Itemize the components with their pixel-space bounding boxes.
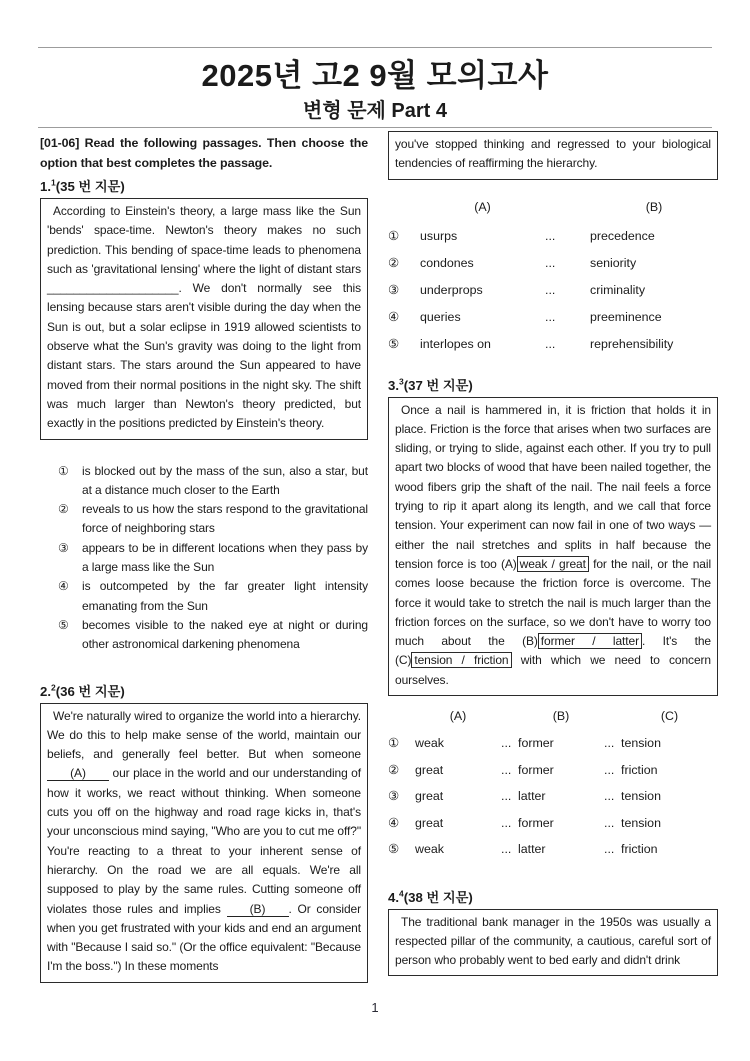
- choice-c: tension: [621, 789, 661, 804]
- choice-number: ②: [388, 255, 400, 270]
- fill-in-blank: (B): [227, 902, 289, 917]
- choice-a: weak: [415, 842, 444, 857]
- choice-row: [388, 810, 718, 837]
- choice-b: preeminence: [590, 309, 662, 324]
- question-2-choice-table: [388, 200, 718, 358]
- answer-option: [40, 500, 368, 539]
- question-4-heading: [388, 887, 718, 906]
- choice-number: ③: [388, 789, 400, 804]
- question-1-options: [40, 462, 368, 655]
- column-b-label: (B): [552, 709, 570, 724]
- choice-number: ①: [388, 736, 400, 751]
- question-3-choice-table: [388, 709, 718, 863]
- question-3-source-label: (37 번 지문): [403, 377, 473, 393]
- choice-b: criminality: [590, 282, 646, 297]
- choice-table-header: [388, 709, 718, 723]
- choice-number: ⑤: [388, 842, 400, 857]
- page-number: 1: [371, 1000, 379, 1015]
- question-2-footnote: 2: [51, 682, 56, 693]
- question-3-footnote: 3: [399, 376, 404, 387]
- choice-c: tension: [621, 736, 661, 751]
- option-text: reveals to us how the stars respond to the gravitational force of neighboring stars: [82, 502, 368, 536]
- column-b-label: (B): [645, 199, 663, 214]
- choice-a: usurps: [420, 228, 458, 243]
- option-text: becomes visible to the naked eye at night or during other astronomical darkening phenomena: [82, 617, 368, 652]
- question-2-source-label: (36 번 지문): [55, 683, 125, 699]
- answer-option: [40, 539, 368, 578]
- choice-a: weak: [415, 736, 444, 751]
- passage-text: Once a nail is hammered in, it is friction that holds it in place. Friction is the force that arises when two surfaces are sliding, or trying to slide, against each other. If you try to pull apart two blocks of wood that have been nailed together, the wood fibers grip the shaft of the nail. The nail feels a force trying to rip it apart along its length, and we call that force tension. Your experiment can now fail in one of two ways — either the nail stretches and splits in half because the tension force is too (A): [395, 402, 711, 571]
- passage-text: . It's the (C): [395, 634, 711, 668]
- choice-c: friction: [621, 762, 658, 777]
- choice-b: former: [518, 762, 554, 777]
- answer-option: [40, 462, 368, 501]
- choice-separator: ...: [501, 736, 512, 751]
- choice-row: [388, 730, 718, 757]
- choice-pair-box: weak / great: [517, 556, 589, 572]
- option-text: is blocked out by the mass of the sun, also a star, but at a distance much closer to the Earth: [82, 463, 368, 497]
- question-2-passage-continuation-box: you've stopped thinking and regressed to your biological tendencies of reaffirming the hierarchy.: [388, 131, 718, 180]
- answer-option: [40, 616, 368, 655]
- choice-a: great: [415, 789, 444, 804]
- choice-table-header: [388, 200, 718, 214]
- choice-row: [388, 757, 718, 784]
- choice-separator: ...: [545, 255, 556, 270]
- answer-option: [40, 577, 368, 616]
- question-4-number: 4.: [388, 889, 399, 905]
- choice-row: [388, 223, 718, 250]
- choice-b: reprehensibility: [590, 336, 674, 351]
- choice-b: seniority: [590, 255, 637, 270]
- choice-number: ①: [388, 228, 400, 243]
- choice-b: former: [518, 815, 554, 830]
- section-instructions: [01-06] Read the following passages. Then choose the option that best completes the passage.: [40, 136, 368, 170]
- choice-row: [388, 331, 718, 358]
- question-1-source-label: (35 번 지문): [55, 179, 125, 194]
- choice-b: former: [518, 736, 554, 751]
- choice-separator: ...: [501, 762, 512, 777]
- choice-separator: ...: [604, 762, 615, 777]
- choice-separator: ...: [501, 789, 512, 804]
- option-number: ②: [58, 502, 69, 517]
- choice-row: [388, 277, 718, 304]
- choice-number: ④: [388, 309, 400, 324]
- passage-text: The traditional bank manager in the 1950s was usually a respected pillar of the community, a cautious, careful sort of person who probably went to bed early and didn't drink: [395, 914, 711, 968]
- header-bottom-rule: [38, 127, 712, 128]
- page-subtitle: 변형 문제 Part 4: [303, 100, 447, 122]
- choice-a: underprops: [420, 282, 483, 297]
- choice-b: precedence: [590, 228, 655, 243]
- option-number: ⑤: [58, 617, 69, 632]
- choice-a: condones: [420, 255, 474, 270]
- question-3-passage-box: [388, 397, 718, 696]
- choice-separator: ...: [545, 228, 556, 243]
- fill-in-blank: (A): [47, 766, 109, 781]
- choice-pair-box: former / latter: [538, 633, 642, 649]
- question-4-footnote: 4: [399, 888, 404, 899]
- choice-c: friction: [621, 842, 658, 857]
- question-3-number: 3.: [388, 377, 399, 393]
- choice-number: ②: [388, 762, 400, 777]
- question-1-footnote: 1: [51, 177, 56, 188]
- passage-text: . Or consider when you get frustrated with your kids and end an argument with "Because I said so." (Or the office equivalent: "Because I'm the boss.") In these moments: [47, 901, 361, 974]
- choice-pair-box: tension / friction: [411, 652, 511, 668]
- question-2-passage-box: [40, 703, 368, 983]
- choice-a: great: [415, 815, 444, 830]
- question-1-passage-box: [40, 198, 368, 440]
- passage-text: According to Einstein's theory, a large mass like the Sun 'bends' space-time. Newton's theory makes no such prediction. This bending of space-time leads to phenomena such as 'gravitational lensing' where the light of distant stars ____________________. We don't normally see this lensing because stars aren't visible during the day when the Sun is out, but a solar eclipse in 1919 allowed scientists to observe what the Sun's gravity was doing to the light from distant stars. The stars around the Sun appeared to have moved from their normal positions in the night sky. The shift was much larger than Newton's theory predicted, but exactly in the positions predicted by Einstein's theory.: [47, 204, 361, 431]
- choice-row: [388, 783, 718, 810]
- column-c-label: (C): [660, 709, 679, 724]
- passage-text: We're naturally wired to organize the world into a hierarchy. We do this to help make sense of the world, maintain our beliefs, and generally feel better. But when someone: [47, 708, 361, 762]
- question-3-heading: [388, 375, 718, 394]
- choice-separator: ...: [604, 736, 615, 751]
- choice-c: tension: [621, 815, 661, 830]
- passage-text: for the nail, or the nail comes loose because the friction force is overcome. The force it would take to stretch the nail is much larger than the friction forces on the surface, so we don't have to worry too much about the (B): [395, 556, 712, 649]
- header-top-rule: [38, 47, 712, 48]
- choice-a: great: [415, 762, 444, 777]
- choice-separator: ...: [545, 336, 556, 351]
- option-text: appears to be in different locations when they pass by a large mass like the Sun: [82, 540, 368, 575]
- option-number: ①: [58, 463, 69, 478]
- question-4-source-label: (38 번 지문): [403, 889, 473, 905]
- choice-b: latter: [518, 789, 546, 804]
- choice-number: ③: [388, 282, 400, 297]
- choice-a: queries: [420, 309, 461, 324]
- question-1-number: 1.: [40, 179, 51, 194]
- choice-number: ④: [388, 815, 400, 830]
- passage-text: our place in the world and our understanding of how it works, we react without thinking. When someone cuts you off on the highway and road rage kicks in, that's your unconscious mind saying, "Who are you to cut me off?" You're reacting to a threat to your inherent sense of hierarchy. On the road we are all equals. We're all supposed to play by the same rules. Cutting someone off violates those rules and implies: [47, 766, 361, 916]
- question-2-heading: [40, 681, 368, 700]
- choice-a: interlopes on: [420, 336, 491, 351]
- choice-separator: ...: [501, 815, 512, 830]
- choice-separator: ...: [604, 815, 615, 830]
- column-a-label: (A): [449, 709, 467, 724]
- question-4-passage-box: [388, 909, 718, 977]
- choice-row: [388, 836, 718, 863]
- right-column: [388, 131, 718, 976]
- passage-text: with which we need to concern ourselves.: [395, 653, 711, 687]
- choice-separator: ...: [604, 789, 615, 804]
- choice-row: [388, 250, 718, 277]
- choice-b: latter: [518, 842, 546, 857]
- choice-separator: ...: [545, 282, 556, 297]
- option-text: is outcompeted by the far greater light intensity emanating from the Sun: [82, 579, 368, 613]
- question-1-heading: [40, 176, 368, 195]
- choice-number: ⑤: [388, 336, 400, 351]
- choice-separator: ...: [501, 842, 512, 857]
- choice-row: [388, 304, 718, 331]
- question-2-number: 2.: [40, 683, 51, 699]
- page-title: 2025년 고2 9월 모의고사: [201, 58, 549, 93]
- option-number: ③: [58, 540, 69, 555]
- choice-separator: ...: [545, 309, 556, 324]
- left-column: [40, 133, 368, 983]
- choice-separator: ...: [604, 842, 615, 857]
- option-number: ④: [58, 579, 69, 594]
- column-a-label: (A): [474, 199, 491, 214]
